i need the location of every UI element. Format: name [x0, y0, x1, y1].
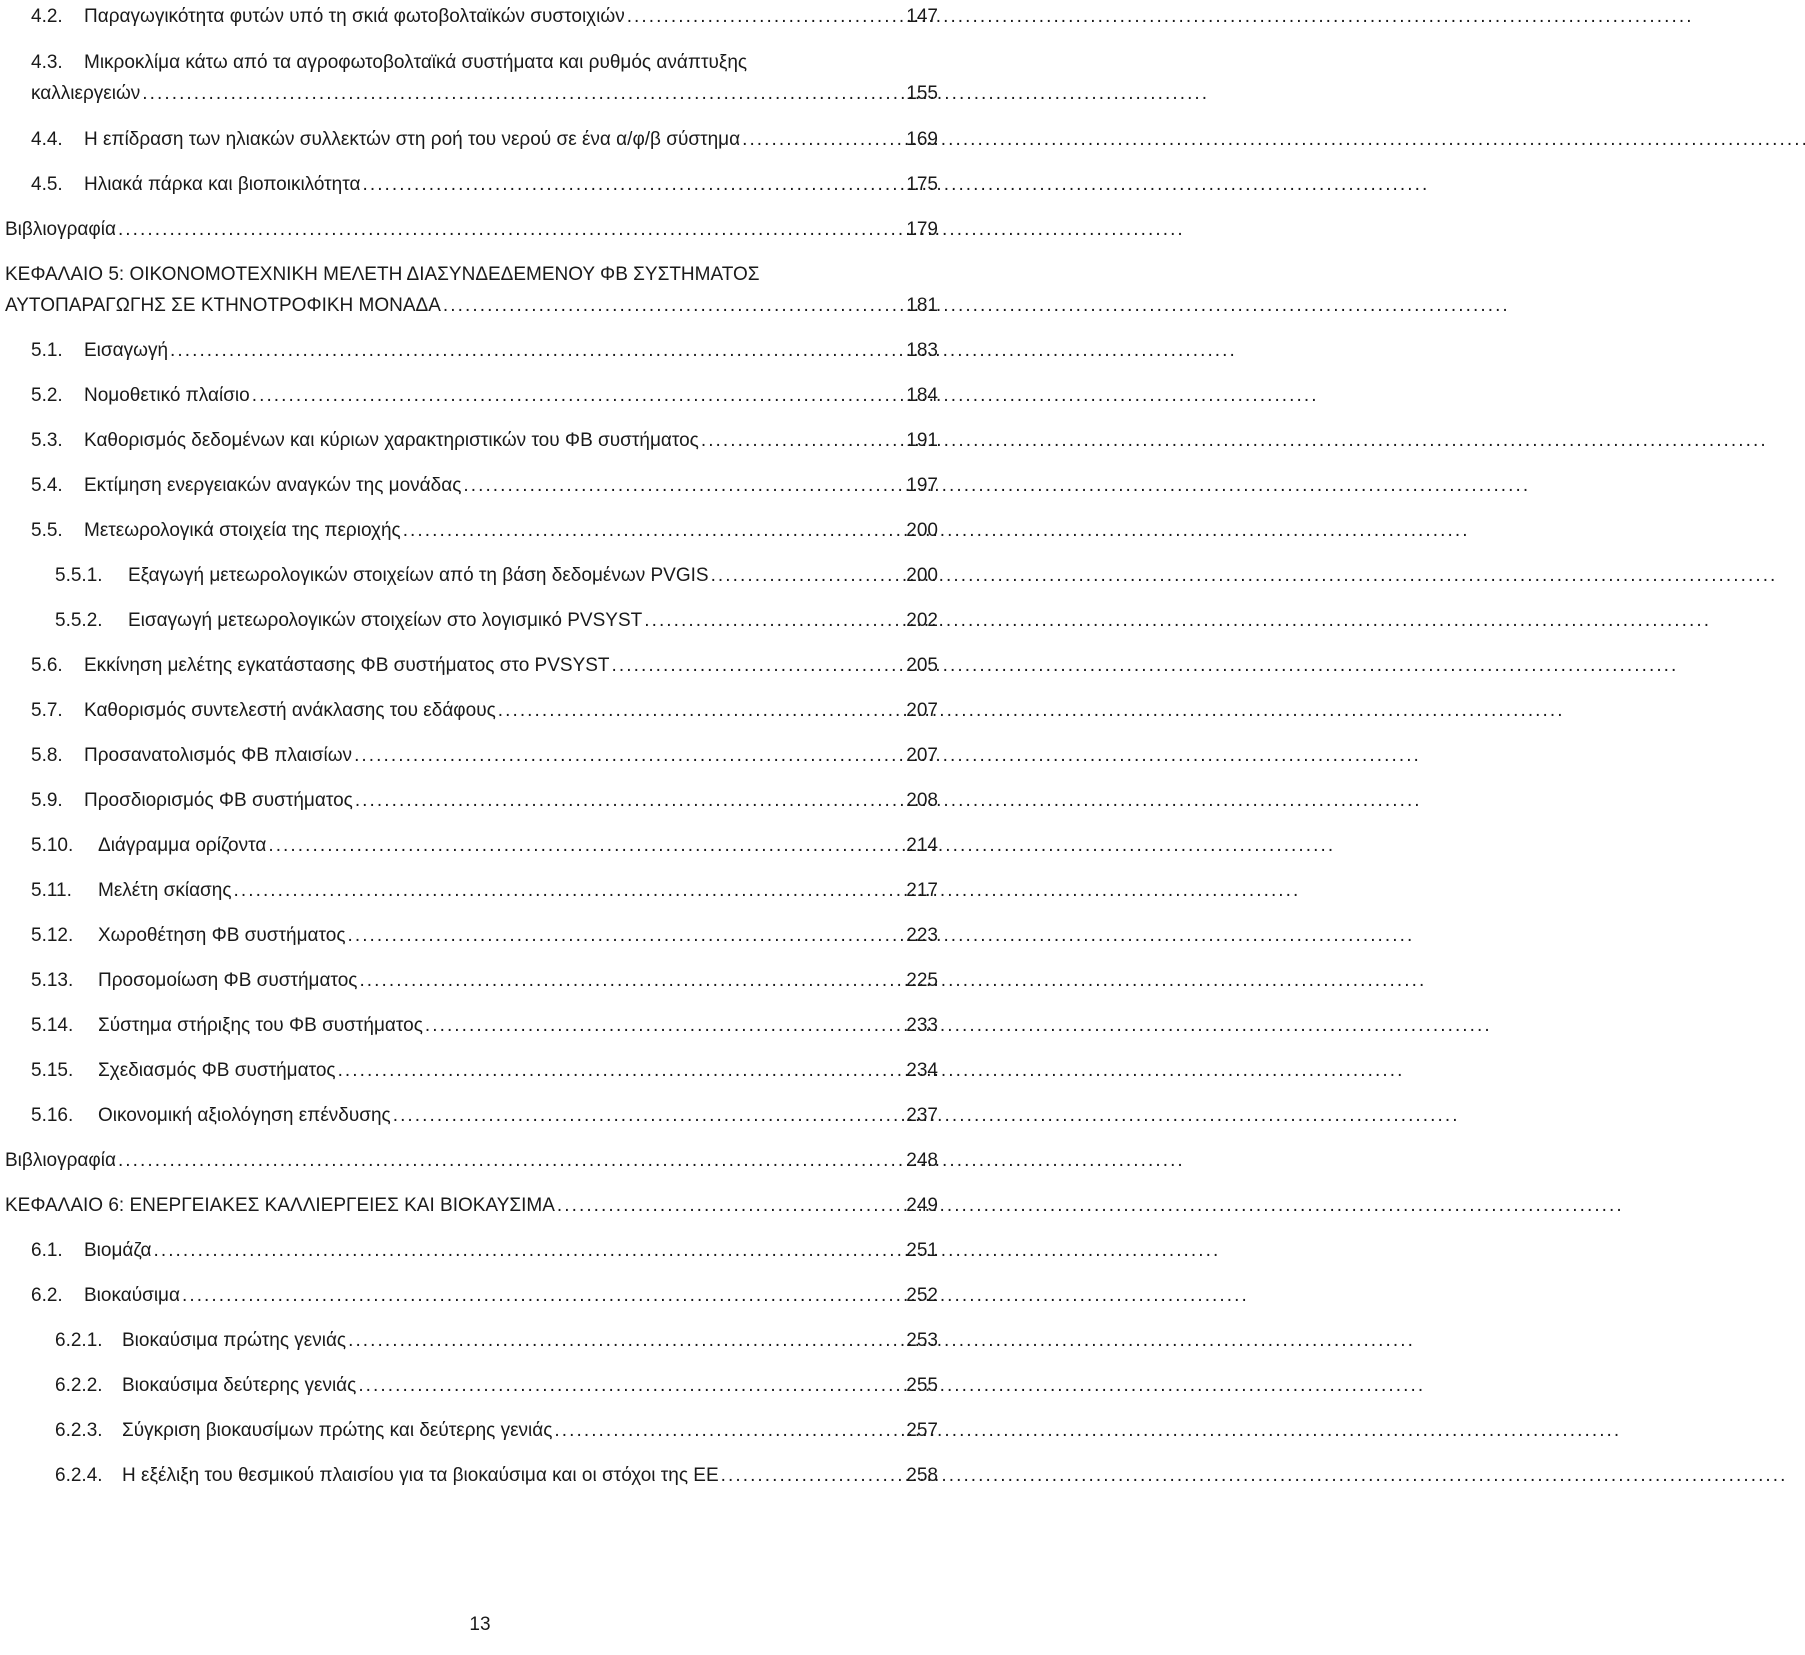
dot-leader [347, 921, 904, 951]
dot-leader [721, 1461, 905, 1491]
dot-leader [354, 741, 904, 771]
dot-leader [359, 966, 904, 996]
toc-entry-page-number: 214 [906, 835, 938, 856]
toc-entry-page-number: 223 [906, 925, 938, 946]
toc-entry[interactable] [0, 1461, 960, 1491]
toc-entry[interactable] [0, 1371, 960, 1401]
dot-leader [554, 1416, 904, 1446]
dot-leader [463, 471, 904, 501]
dot-leader [170, 336, 904, 366]
dot-leader [182, 1281, 904, 1311]
toc-entry-number: 5.8. [31, 745, 63, 766]
dot-leader [118, 215, 904, 245]
toc-entry[interactable] [0, 170, 960, 200]
toc-entry-page-number: 207 [906, 700, 938, 721]
toc-entry[interactable] [0, 831, 960, 861]
toc-entry-number: 5.5.2. [55, 610, 103, 631]
toc-entry-title: Βιοκαύσιμα πρώτης γενιάς [122, 1330, 347, 1351]
toc-entry[interactable] [0, 426, 960, 456]
toc-entry-title: Διάγραμμα ορίζοντα [98, 835, 267, 856]
toc-entry-page-number: 169 [906, 129, 938, 150]
toc-entry[interactable] [0, 741, 960, 771]
toc-entry[interactable] [0, 786, 960, 816]
toc-entry-page-number: 183 [906, 340, 938, 361]
toc-entry-number: 6.2.4. [55, 1465, 103, 1486]
toc-entry-number: 5.11. [31, 880, 72, 901]
dot-leader [393, 1101, 905, 1131]
dot-leader [358, 1371, 904, 1401]
toc-entry[interactable] [0, 260, 960, 290]
toc-entry[interactable] [0, 1146, 960, 1176]
toc-entry-title: Προσομοίωση ΦΒ συστήματος [98, 970, 358, 991]
toc-entry-title: Οικονομική αξιολόγηση επένδυσης [98, 1105, 391, 1126]
toc-entry-title: Ηλιακά πάρκα και βιοποικιλότητα [84, 174, 361, 195]
toc-entry-page-number: 200 [906, 565, 938, 586]
toc-entry[interactable] [0, 1056, 960, 1086]
toc-entry[interactable] [0, 561, 960, 591]
toc-entry[interactable] [0, 876, 960, 906]
dot-leader [234, 876, 905, 906]
dot-leader [498, 696, 905, 726]
toc-entry-title: Σύστημα στήριξης του ΦΒ συστήματος [98, 1015, 423, 1036]
toc-entry-page-number: 257 [906, 1420, 938, 1441]
dot-leader [403, 516, 905, 546]
dot-leader [153, 1236, 904, 1266]
toc-entry-title: Σύγκριση βιοκαυσίμων πρώτης και δεύτερης γενιάς [122, 1420, 553, 1441]
toc-entry-number: 6.2.2. [55, 1375, 103, 1396]
toc-entry[interactable] [0, 2, 960, 32]
toc-entry[interactable] [0, 381, 960, 411]
toc-entry[interactable] [0, 215, 960, 245]
toc-entry-page-number: 248 [906, 1150, 938, 1171]
toc-entry-title: Βιομάζα [84, 1240, 152, 1261]
toc-entry-page-number: 147 [906, 6, 938, 27]
toc-entry-page-number: 197 [906, 475, 938, 496]
toc-entry-page-number: 253 [906, 1330, 938, 1351]
toc-entry-title: Μετεωρολογικά στοιχεία της περιοχής [84, 520, 401, 541]
toc-entry-page-number: 252 [906, 1285, 938, 1306]
toc-entry-title: Εκτίμηση ενεργειακών αναγκών της μονάδας [84, 475, 462, 496]
toc-entry-number: 4.2. [31, 6, 63, 27]
toc-entry-page-number: 175 [906, 174, 938, 195]
toc-entry-title: Σχεδιασμός ΦΒ συστήματος [98, 1060, 336, 1081]
toc-entry-title: Εισαγωγή μετεωρολογικών στοιχείων στο λογισμικό PVSYST [128, 610, 643, 631]
toc-entry-page-number: 255 [906, 1375, 938, 1396]
toc-entry-number: 5.2. [31, 385, 63, 406]
toc-entry-title: ΑΥΤΟΠΑΡΑΓΩΓΗΣ ΣΕ ΚΤΗΝΟΤΡΟΦΙΚΗ ΜΟΝΑΔΑ [5, 295, 441, 316]
toc-entry-title: Νομοθετικό πλαίσιο [84, 385, 250, 406]
toc-entry-page-number: 205 [906, 655, 938, 676]
dot-leader [355, 786, 904, 816]
toc-entry[interactable] [0, 125, 960, 155]
toc-entry-number: 5.5.1. [55, 565, 103, 586]
toc-entry-number: 5.3. [31, 430, 63, 451]
toc-entry-number: 5.10. [31, 835, 74, 856]
toc-entry-page-number: 207 [906, 745, 938, 766]
toc-entry-page-number: 225 [906, 970, 938, 991]
toc-entry[interactable] [0, 1191, 960, 1221]
toc-entry-title: Καθορισμός συντελεστή ανάκλασης του εδάφους [84, 700, 496, 721]
toc-entry-page-number: 258 [906, 1465, 938, 1486]
dot-leader [627, 2, 905, 32]
dot-leader [644, 606, 904, 636]
toc-entry-title: Παραγωγικότητα φυτών υπό τη σκιά φωτοβολταϊκών συστοιχιών [84, 6, 625, 27]
toc-entry-number: 5.1. [31, 340, 63, 361]
toc-entry-title: Εξαγωγή μετεωρολογικών στοιχείων από τη βάση δεδομένων PVGIS [128, 565, 709, 586]
dot-leader [268, 831, 904, 861]
toc-entry-page-number: 208 [906, 790, 938, 811]
dot-leader [557, 1191, 904, 1221]
toc-entry-number: 4.4. [31, 129, 63, 150]
toc-entry-title: Καθορισμός δεδομένων και κύριων χαρακτηριστικών του ΦΒ συστήματος [84, 430, 699, 451]
toc-entry-title: Βιοκαύσιμα δεύτερης γενιάς [122, 1375, 357, 1396]
dot-leader [142, 79, 904, 109]
toc-entry-title: Η επίδραση των ηλιακών συλλεκτών στη ροή του νερού σε ένα α/φ/β σύστημα [84, 129, 741, 150]
toc-entry[interactable] [0, 1236, 960, 1266]
toc-entry-title: Χωροθέτηση ΦΒ συστήματος [98, 925, 346, 946]
toc-entry-page-number: 155 [906, 83, 938, 104]
toc-entry-title: Εισαγωγή [84, 340, 169, 361]
toc-entry[interactable] [0, 696, 960, 726]
toc-entry[interactable] [0, 1281, 960, 1311]
toc-entry-number: 5.16. [31, 1105, 74, 1126]
toc-entry[interactable] [0, 1101, 960, 1131]
toc-entry-title: ΚΕΦΑΛΑΙΟ 6: ΕΝΕΡΓΕΙΑΚΕΣ ΚΑΛΛΙΕΡΓΕΙΕΣ ΚΑΙ ΒΙΟΚΑΥΣΙΜΑ [5, 1195, 555, 1216]
toc-entry-title: Βιοκαύσιμα [84, 1285, 180, 1306]
toc-entry-page-number: 202 [906, 610, 938, 631]
toc-entry-number: 6.2.3. [55, 1420, 103, 1441]
toc-entry-title: Βιβλιογραφία [5, 219, 116, 240]
toc-entry-number: 4.5. [31, 174, 63, 195]
dot-leader [252, 381, 905, 411]
toc-entry-title: Βιβλιογραφία [5, 1150, 116, 1171]
toc-entry-number: 6.2. [31, 1285, 63, 1306]
page-number: 13 [469, 1614, 491, 1635]
toc-entry-number: 5.9. [31, 790, 63, 811]
dot-leader [742, 125, 904, 155]
toc-entry-title: ΚΕΦΑΛΑΙΟ 5: ΟΙΚΟΝΟΜΟΤΕΧΝΙΚΗ ΜΕΛΕΤΗ ΔΙΑΣΥΝΔΕΔΕΜΕΝΟΥ ΦΒ ΣΥΣΤΗΜΑΤΟΣ [5, 264, 760, 285]
toc-entry-page-number: 251 [906, 1240, 938, 1261]
toc-entry-number: 5.7. [31, 700, 63, 721]
toc-entry-page-number: 179 [906, 219, 938, 240]
dot-leader [118, 1146, 904, 1176]
toc-entry[interactable] [0, 1416, 960, 1446]
dot-leader [711, 561, 905, 591]
toc-entry[interactable] [0, 291, 960, 321]
toc-entry-title: καλλιεργειών [31, 83, 141, 104]
toc-entry[interactable] [0, 79, 960, 109]
toc-entry-number: 6.1. [31, 1240, 63, 1261]
toc-entry-number: 6.2.1. [55, 1330, 103, 1351]
toc-entry-number: 5.14. [31, 1015, 74, 1036]
toc-entry-title: Προσανατολισμός ΦΒ πλαισίων [84, 745, 353, 766]
toc-entry-page-number: 184 [906, 385, 938, 406]
dot-leader [348, 1326, 904, 1356]
toc-entry[interactable] [0, 1011, 960, 1041]
dot-leader [443, 291, 904, 321]
toc-entry-title: Η εξέλιξη του θεσμικού πλαισίου για τα βιοκαύσιμα και οι στόχοι της ΕΕ [122, 1465, 719, 1486]
toc-entry[interactable] [0, 966, 960, 996]
toc-entry[interactable] [0, 606, 960, 636]
toc-entry-number: 5.5. [31, 520, 63, 541]
toc-entry-number: 5.6. [31, 655, 63, 676]
toc-entry[interactable] [0, 651, 960, 681]
toc-entry[interactable] [0, 921, 960, 951]
toc-entry-title: Μικροκλίμα κάτω από τα αγροφωτοβολταϊκά συστήματα και ρυθμός ανάπτυξης [84, 52, 748, 73]
toc-entry-page-number: 200 [906, 520, 938, 541]
toc-entry[interactable] [0, 1326, 960, 1356]
toc-entry[interactable] [0, 336, 960, 366]
toc-entry[interactable] [0, 471, 960, 501]
toc-entry-title: Μελέτη σκίασης [98, 880, 232, 901]
dot-leader [612, 651, 905, 681]
dot-leader [701, 426, 904, 456]
dot-leader [425, 1011, 904, 1041]
toc-entry-number: 5.15. [31, 1060, 74, 1081]
toc-entry-page-number: 249 [906, 1195, 938, 1216]
toc-entry-page-number: 234 [906, 1060, 938, 1081]
toc-entry-page-number: 191 [906, 430, 938, 451]
toc-entry-number: 4.3. [31, 52, 63, 73]
toc-entry-page-number: 181 [906, 295, 938, 316]
toc-entry-number: 5.13. [31, 970, 74, 991]
toc-entry[interactable] [0, 516, 960, 546]
toc-entry-page-number: 217 [906, 880, 938, 901]
dot-leader [362, 170, 904, 200]
toc-entry-title: Προσδιορισμός ΦΒ συστήματος [84, 790, 353, 811]
dot-leader [338, 1056, 905, 1086]
toc-entry-number: 5.12. [31, 925, 74, 946]
toc-entry-page-number: 237 [906, 1105, 938, 1126]
toc-entry-page-number: 233 [906, 1015, 938, 1036]
toc-entry-title: Εκκίνηση μελέτης εγκατάστασης ΦΒ συστήματος στο PVSYST [84, 655, 610, 676]
toc-entry[interactable] [0, 48, 960, 78]
toc-entry-number: 5.4. [31, 475, 63, 496]
